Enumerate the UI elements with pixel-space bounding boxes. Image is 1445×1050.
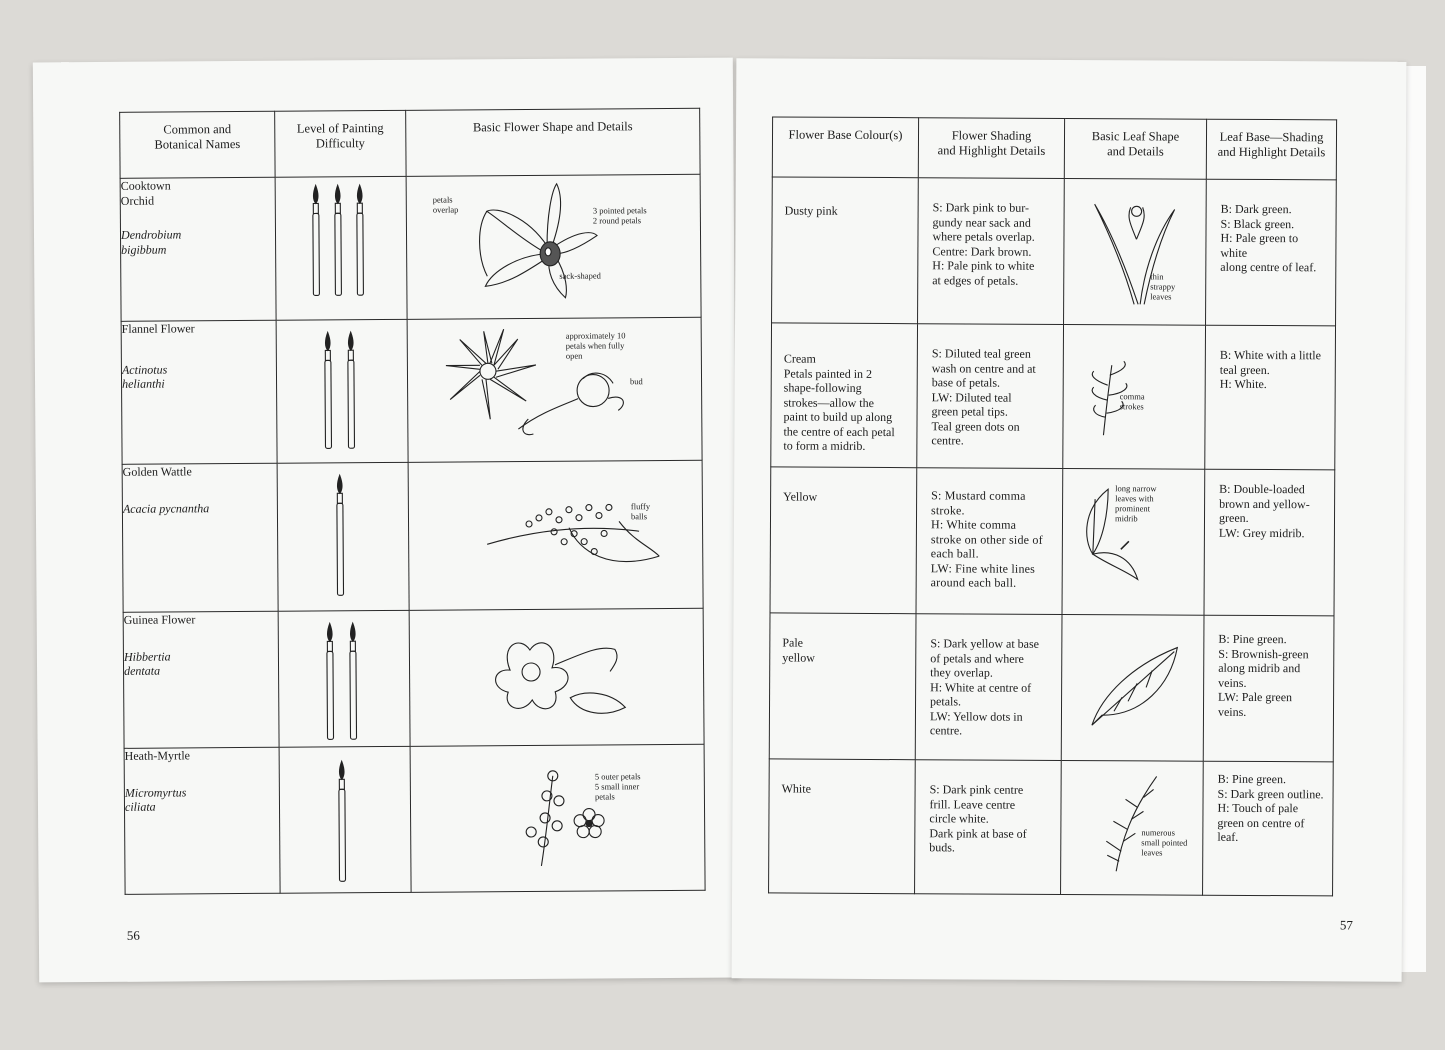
base-colour-cell (769, 613, 916, 760)
label-sack-shaped: sack-shaped (559, 270, 601, 281)
header-shading: Flower Shading and Highlight Details (918, 118, 1064, 179)
difficulty-cell (276, 319, 408, 463)
leaf-illustration-cell (1064, 178, 1207, 325)
leaf-details: B: Double-loaded brown and yellow- green. LW: Grey midrib. (1218, 481, 1310, 540)
base-colour: Cream Petals painted in 2 shape-following strokes—allow the paint to build up along the centre of each petal to form a midrib. (783, 351, 895, 453)
names-cell (124, 747, 280, 894)
page-number: 56 (126, 927, 140, 943)
flower-illustration-cell (410, 744, 705, 892)
flower-table-left (119, 108, 705, 895)
header-base-colour: Flower Base Colour(s) (772, 117, 918, 178)
shading-cell (915, 760, 1062, 895)
paintbrush-icon (280, 747, 412, 894)
difficulty-cell (279, 746, 411, 893)
page-number: 57 (1339, 917, 1353, 933)
table-row (770, 467, 1335, 616)
flannel-flower-illustration (408, 318, 703, 463)
difficulty-cell (278, 610, 410, 747)
left-page (33, 58, 739, 983)
names-cell (121, 320, 277, 464)
base-colour: White (781, 781, 811, 796)
flower-illustration-cell (408, 460, 703, 610)
paintbrush-icon (278, 463, 410, 612)
table-row (121, 317, 702, 464)
leaf-details-cell (1205, 325, 1336, 470)
label-pointed-petals: 3 pointed petals 2 round petals (592, 205, 647, 226)
difficulty-cell (275, 176, 407, 320)
names-cell (122, 463, 278, 612)
flower-illustration-cell (407, 317, 702, 462)
leaf-details: B: Pine green. S: Brownish-green along midrib and veins. LW: Pale green veins. (1217, 631, 1309, 719)
heath-myrtle-illustration (411, 745, 706, 893)
label-petals-count: approximately 10 petals when fully open (565, 330, 626, 361)
label-bud: bud (630, 376, 643, 387)
base-colour: Pale yellow (782, 635, 815, 665)
leaf-details-cell (1203, 761, 1334, 896)
base-colour-cell (770, 467, 917, 614)
leaf-details-cell (1203, 615, 1334, 762)
table-row (769, 613, 1334, 762)
leaf-illustration-cell (1063, 324, 1206, 469)
names-cell (120, 177, 276, 321)
leaf-illustration-cell (1061, 760, 1204, 895)
leaf-illustration-cell (1062, 468, 1205, 615)
common-name: Flannel Flower (121, 321, 195, 336)
table-row (120, 174, 701, 321)
base-colour-cell (769, 759, 916, 894)
base-colour: Dusty pink (784, 203, 838, 218)
botanical-name: Micromyrtus ciliata (124, 784, 187, 814)
table-row (123, 608, 704, 748)
right-page (732, 58, 1407, 981)
leaf-details: B: White with a little teal green. H: White. (1219, 347, 1322, 392)
base-colour-cell (771, 323, 918, 468)
shading-details: S: Dark pink centre frill. Leave centre circle white. Dark pink at base of buds. (929, 782, 1027, 855)
base-colour: Yellow (783, 489, 818, 504)
table-row (122, 460, 703, 612)
common-name: Heath-Myrtle (124, 748, 190, 763)
common-name: Guinea Flower (123, 612, 196, 627)
header-difficulty: Level of Painting Difficulty (275, 110, 406, 177)
shading-details: S: Diluted teal green wash on centre and at base of petals. LW: Diluted teal green petal tips. Teal green dots on centre. (931, 346, 1036, 448)
leaf-illustration-cell (1061, 614, 1204, 761)
label-petals: 5 outer petals 5 small inner petals (594, 771, 641, 802)
paintbrush-icon (277, 320, 409, 464)
leaf-details-cell (1206, 179, 1337, 326)
shading-cell (916, 468, 1063, 615)
table-row (769, 759, 1334, 896)
flower-table-right (768, 116, 1337, 896)
header-leaf-shading: Leaf Base—Shading and Highlight Details (1206, 119, 1336, 180)
difficulty-cell (277, 462, 409, 611)
header-flower-shape: Basic Flower Shape and Details (406, 108, 700, 176)
wattle-illustration (409, 461, 704, 611)
table-row (772, 177, 1337, 326)
shading-cell (917, 324, 1064, 469)
leaf-label: long narrow leaves with prominent midrib (1114, 483, 1157, 524)
botanical-name: Dendrobium bigibbum (120, 227, 182, 257)
shading-cell (915, 614, 1062, 761)
label-petals-overlap: petals overlap (432, 194, 459, 215)
common-name: Cooktown Orchid (120, 178, 171, 208)
shading-details: S: Mustard comma stroke. H: White comma stroke on other side of each ball. LW: Fine white lines around each ball. (930, 488, 1043, 590)
guinea-flower-illustration (410, 609, 705, 747)
leaf-label: numerous small pointed leaves (1141, 827, 1188, 858)
table-row (771, 323, 1336, 470)
shading-cell (918, 178, 1065, 325)
base-colour-cell (772, 177, 919, 324)
shading-details: S: Dark pink to bur- gundy near sack and where petals overlap. Centre: Dark brown. H: Pale pink to white at edges of petals. (932, 200, 1035, 288)
botanical-name: Hibbertia dentata (123, 649, 171, 678)
leaf-label: comma strokes (1119, 391, 1145, 412)
leaf-details: B: Dark green. S: Black green. H: Pale green to white along centre of leaf. (1220, 201, 1317, 275)
flower-illustration-cell (406, 174, 701, 319)
common-name: Golden Wattle (122, 464, 192, 479)
pointed-leaf-illustration (1062, 615, 1205, 762)
table-row (124, 744, 705, 894)
label-fluffy-balls: fluffy balls (630, 501, 651, 522)
shading-details: S: Dark yellow at base of petals and where they overlap. H: White at centre of petals. LW: Yellow dots in centre. (929, 636, 1040, 738)
botanical-name: Acacia pycnantha (122, 500, 210, 516)
leaf-details-cell (1204, 469, 1335, 616)
botanical-name: Actinotus helianthi (121, 362, 168, 391)
strappy-leaves-illustration (1064, 179, 1207, 326)
header-names: Common and Botanical Names (120, 111, 275, 178)
header-leaf-shape: Basic Leaf Shape and Details (1064, 118, 1206, 179)
paintbrush-icon (279, 611, 411, 748)
names-cell (123, 611, 279, 748)
leaf-label: thin strappy leaves (1150, 271, 1176, 302)
leaf-details: B: Pine green. S: Dark green outline. H: Touch of pale green on centre of leaf. (1217, 771, 1324, 844)
paintbrush-icon (276, 177, 408, 321)
flower-illustration-cell (409, 608, 704, 746)
